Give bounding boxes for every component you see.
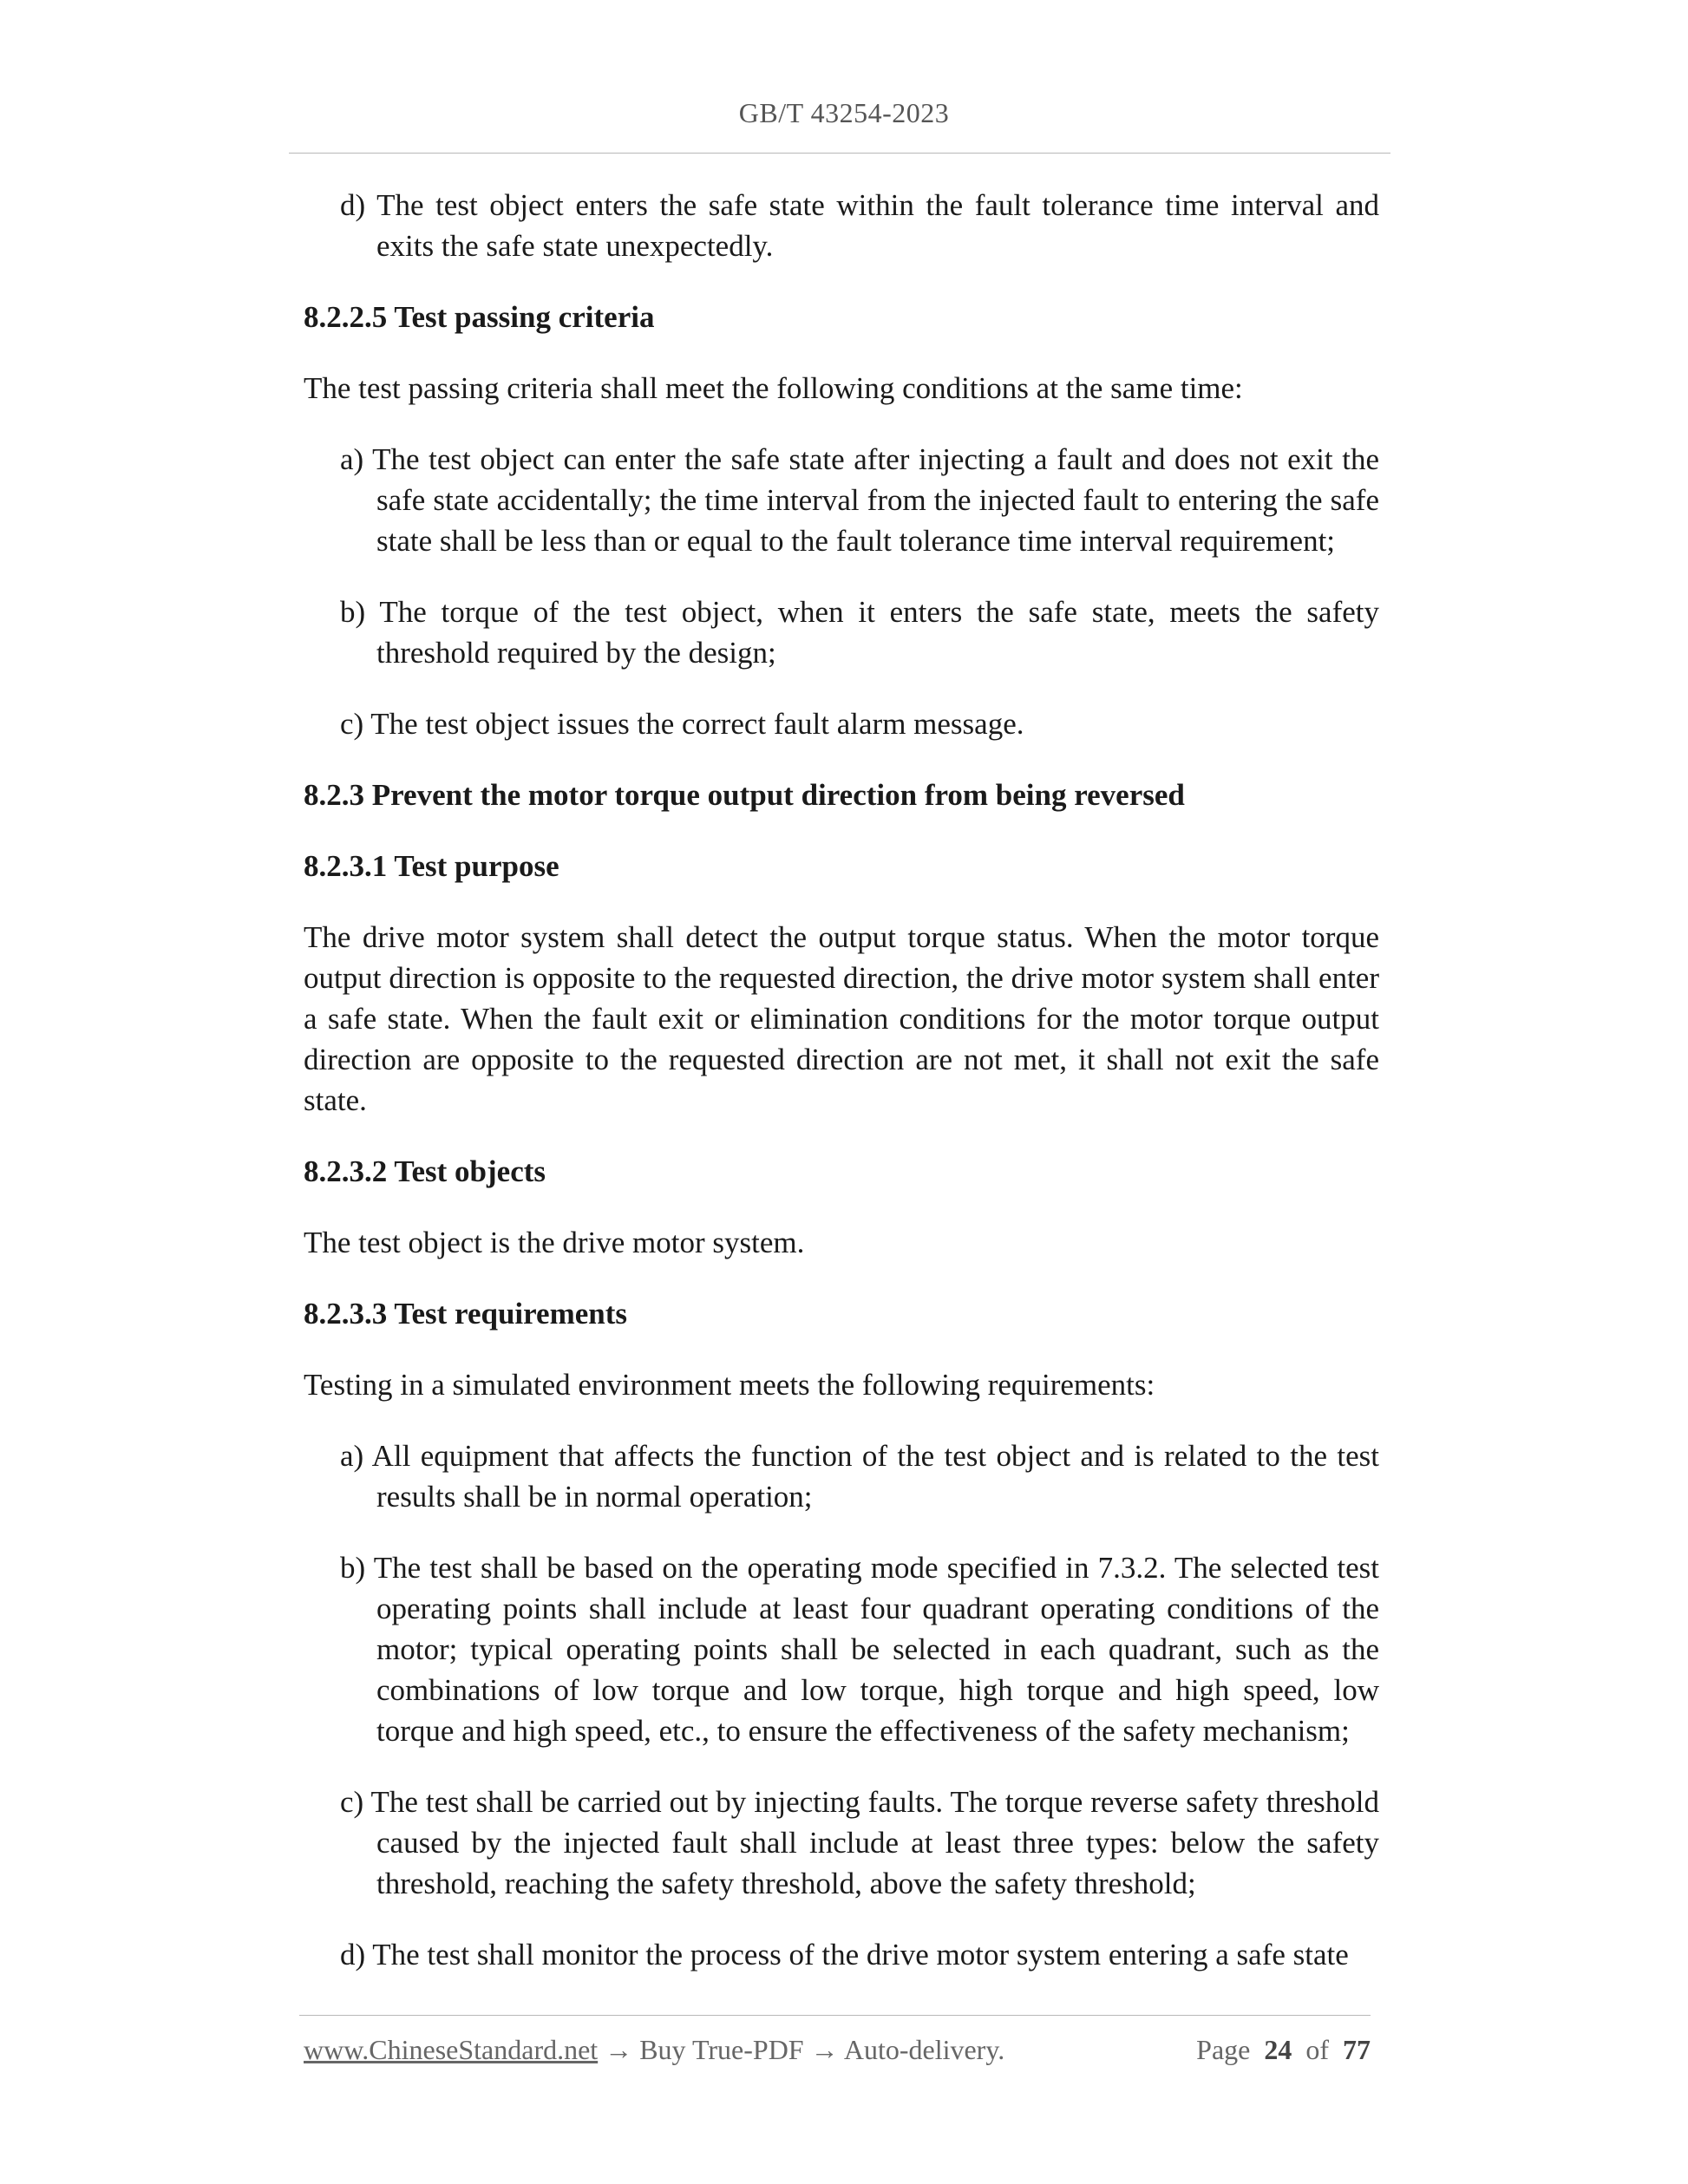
list-item-d-previous: d) The test object enters the safe state within the fault tolerance time interval and exits the safe state unexpectedly. bbox=[340, 188, 1379, 263]
total-pages-number: 77 bbox=[1343, 2034, 1371, 2065]
list-item-req-d: d) The test shall monitor the process of the drive motor system entering a safe state bbox=[340, 1938, 1349, 1971]
section-heading-8-2-3-1: 8.2.3.1 Test purpose bbox=[304, 849, 559, 883]
paragraph-test-purpose: The drive motor system shall detect the output torque status. When the motor torque output direction is opposite to the requested direction, the drive motor system shall enter a safe state. When the fault exit or elimination conditions for the motor torque output direction are opposite to the requested direction are not met, it shall not exit the safe state. bbox=[304, 920, 1379, 1117]
of-label: of bbox=[1305, 2034, 1329, 2065]
section-heading-8-2-3-2: 8.2.3.2 Test objects bbox=[304, 1154, 546, 1188]
paragraph-test-objects: The test object is the drive motor system. bbox=[304, 1226, 805, 1259]
footer-promo-text: → Buy True-PDF → Auto-delivery. bbox=[598, 2034, 1005, 2065]
list-item-pass-b: b) The torque of the test object, when it enters the safe state, meets the safety threshold required by the design; bbox=[340, 595, 1379, 670]
paragraph-requirements-intro: Testing in a simulated environment meets the following requirements: bbox=[304, 1368, 1155, 1402]
list-item-req-a: a) All equipment that affects the function of the test object and is related to the test results shall be in normal operation; bbox=[340, 1439, 1379, 1514]
page-body bbox=[304, 185, 1379, 2005]
page-indicator bbox=[1196, 2034, 1371, 2066]
section-heading-8-2-3-3: 8.2.3.3 Test requirements bbox=[304, 1297, 628, 1331]
website-link[interactable]: www.ChineseStandard.net bbox=[304, 2034, 599, 2065]
page-label: Page bbox=[1196, 2034, 1251, 2065]
current-page-number: 24 bbox=[1264, 2034, 1292, 2065]
list-item-req-b: b) The test shall be based on the operating mode specified in 7.3.2. The selected test operating points shall include at least four quadrant operating conditions of the motor; typical operating points shall be selected in each quadrant, such as the combinations of low torque and low torque, high torque and high speed, low torque and high speed, etc., to ensure the effectiveness of the safety mechanism; bbox=[340, 1551, 1379, 1748]
section-heading-8-2-3: 8.2.3 Prevent the motor torque output direction from being reversed bbox=[304, 778, 1185, 812]
page-footer bbox=[304, 2034, 1371, 2066]
section-heading-8-2-2-5: 8.2.2.5 Test passing criteria bbox=[304, 300, 655, 334]
footer-promo bbox=[304, 2034, 1004, 2066]
list-item-pass-a: a) The test object can enter the safe state after injecting a fault and does not exit the safe state accidentally; the time interval from the injected fault to entering the safe state shall be less than or equal to the fault tolerance time interval requirement; bbox=[340, 442, 1379, 558]
list-item-req-c: c) The test shall be carried out by injecting faults. The torque reverse safety threshold caused by the injected fault shall include at least three types: below the safety threshold, reaching the safety threshold, above the safety threshold; bbox=[340, 1785, 1379, 1900]
document-header-title: GB/T 43254-2023 bbox=[738, 97, 950, 128]
list-item-pass-c: c) The test object issues the correct fault alarm message. bbox=[340, 707, 1024, 741]
header-divider bbox=[289, 153, 1390, 154]
footer-divider bbox=[299, 2015, 1371, 2016]
paragraph-passing-intro: The test passing criteria shall meet the following conditions at the same time: bbox=[304, 371, 1243, 405]
